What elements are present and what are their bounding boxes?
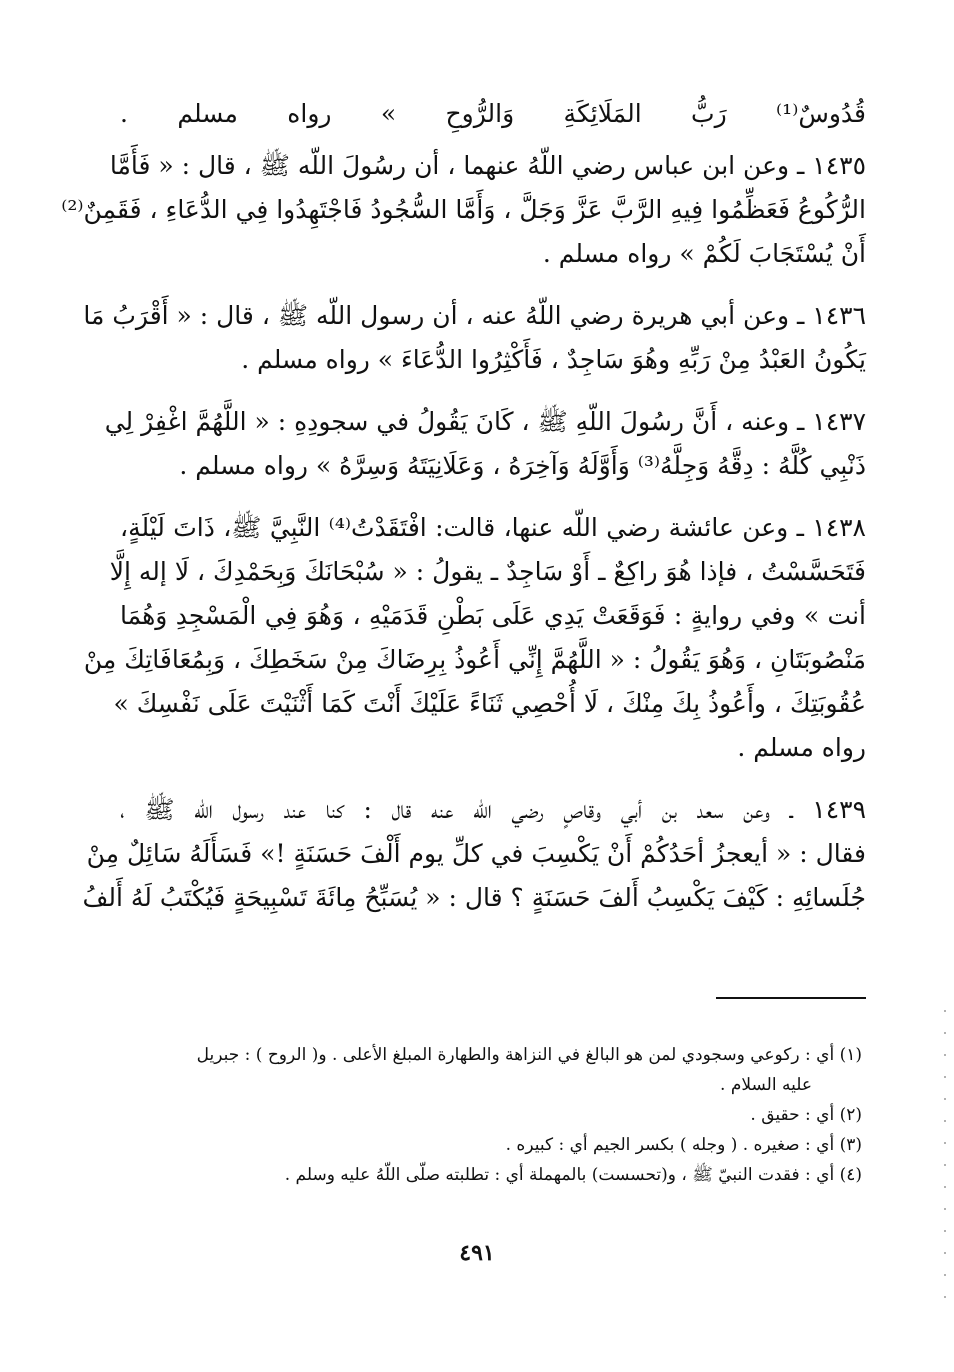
text-line: ١٤٣٧ ـ وعنه ، أَنَّ رسُولَ اللّهِ ﷺ ، كَانَ يَقُولُ في سجودِهِ : « اللَّهُمَّ اغْفِرْ لِي: [104, 407, 866, 436]
text-line: مَنْصُوبَتَانِ ، وَهُوَ يَقُولُ : « اللَّهُمَّ إِنِّي أَعُوذُ بِرِضَاكَ مِنْ سَخَطِكَ ، وَبِمُعَافَاتِكَ مِنْ: [83, 645, 866, 674]
footnote-1-continued: عليه السلام .: [720, 1075, 812, 1095]
scan-edge-dots: [944, 1000, 946, 1300]
text-line: ١٤٣٥ ـ وعن ابن عباس رضي اللّهُ عنهما ، أن رسُولَ اللّه ﷺ ، قال : « فَأَمَّا: [109, 151, 866, 180]
text-line: قُدُوسٌ⁽¹⁾ رَبُّ المَلَائِكَةِ وَالرُّوحِ » رواه مسلم .: [120, 99, 866, 128]
text-line: عُقُوبَتِكَ ، وأَعُوذُ بِكَ مِنْكَ ، لَا أُحْصِي ثَنَاءً عَلَيْكَ أَنْتَ كَمَا أَثْنَيْتَ عَلَى نَفْسِكَ »: [113, 689, 866, 718]
text-line: جُلَسائِهِ : كَيْفَ يَكْسِبُ أَلفَ حَسَنَةٍ ؟ قال : « يُسَبِّحُ مِائَةَ تَسْبِيحَةٍ فَيُكْتَبُ لَهُ أَلفُ: [82, 883, 866, 912]
text-line: ١٤٣٩ ـ وعن سعد بن أبي وقاصٍ رضي اللّه عنه قال : كنا عند رسول اللّه ﷺ ،: [120, 795, 866, 824]
hadith-1437: [104, 400, 866, 488]
hadith-1438: [83, 506, 866, 770]
text-line: الرُّكُوعُ فَعَظِّمُوا فِيهِ الرَّبَّ عَزَّ وَجَلَّ ، وَأَمَّا السُّجُودُ فَاجْتَهِدُوا فِي الدُّعَاءِ ، فَقَمِنٌ⁽²⁾: [61, 195, 866, 224]
footnote-4: (٤) أي : فقدت النبيّ ﷺ ، و(تحسست) بالمهملة أي : تطلبته صلّى اللّهُ عليه وسلم .: [284, 1165, 862, 1185]
footnote-2: (٢) أي : حقيق .: [750, 1105, 862, 1125]
footnote-separator: [716, 997, 866, 999]
text-line: يَكُونُ العَبْدُ مِنْ رَبِّهِ وهُوَ سَاجِدٌ ، فَأَكْثِرُوا الدُّعَاءَ » رواه مسلم .: [241, 345, 866, 374]
text-line: ١٤٣٦ ـ وعن أبي هريرة رضي اللّهُ عنه ، أن رسول اللّه ﷺ ، قال : « أَقْرَبُ مَا: [83, 301, 866, 330]
hadith-1435: [61, 144, 866, 276]
text-line: أنت » وفي روايةٍ : فَوَقَعَتْ يَدِي عَلَى بَطْنِ قَدَمَيْهِ ، وَهُوَ فِي الْمَسْجِدِ وَهُمَا: [120, 601, 866, 630]
hadith-1436: [83, 294, 866, 382]
page-number: ٤٩١: [459, 1240, 495, 1266]
text-line: ١٤٣٨ ـ وعن عائشة رضي اللّه عنها، قالت: افْتَقَدْتُ⁽⁴⁾ النَّبِيَّ ﷺ، ذَاتَ لَيْلَةٍ،: [120, 513, 866, 542]
footnote-3: (٣) أي : صغيره . ( وجله ) بكسر الجيم أي : كبيره .: [505, 1135, 862, 1155]
footnote-1: (١) أي : ركوعي وسجودي لمن هو البالغ في النزاهة والطهارة المبلغ الأعلى . و( الروح ) : جبريل: [196, 1045, 862, 1065]
text-line: أَنْ يُسْتَجَابَ لَكُمْ » رواه مسلم .: [542, 239, 866, 268]
hadith-1439: [82, 788, 866, 920]
text-line: فَتَحَسَّسْتُ ، فإذا هُوَ راكِعٌ ـ أَوْ سَاجِدٌ ـ يقولُ : « سُبْحَانَكَ وَبِحَمْدِكَ ، لَا إله إِلَّا: [109, 557, 866, 586]
text-line: فقال : « أيعجزُ أحَدُكُمْ أَنْ يَكْسِبَ في كلِّ يوم أَلْفَ حَسَنَةٍ !» فَسَأَلَهُ سَائِلٌ مِنْ: [86, 839, 866, 868]
footnotes: [110, 1040, 862, 1190]
text-line: ذَنْبِي كُلَّهُ : دِقَّهُ وَجِلَّهُ⁽³⁾ وَأَوَّلَهُ وَآخِرَهُ ، وَعَلَانِيَتَهُ وَسِرَّهُ » رواه مسلم .: [179, 451, 866, 480]
main-text: [61, 92, 866, 920]
text-line: رواه مسلم .: [737, 733, 866, 762]
